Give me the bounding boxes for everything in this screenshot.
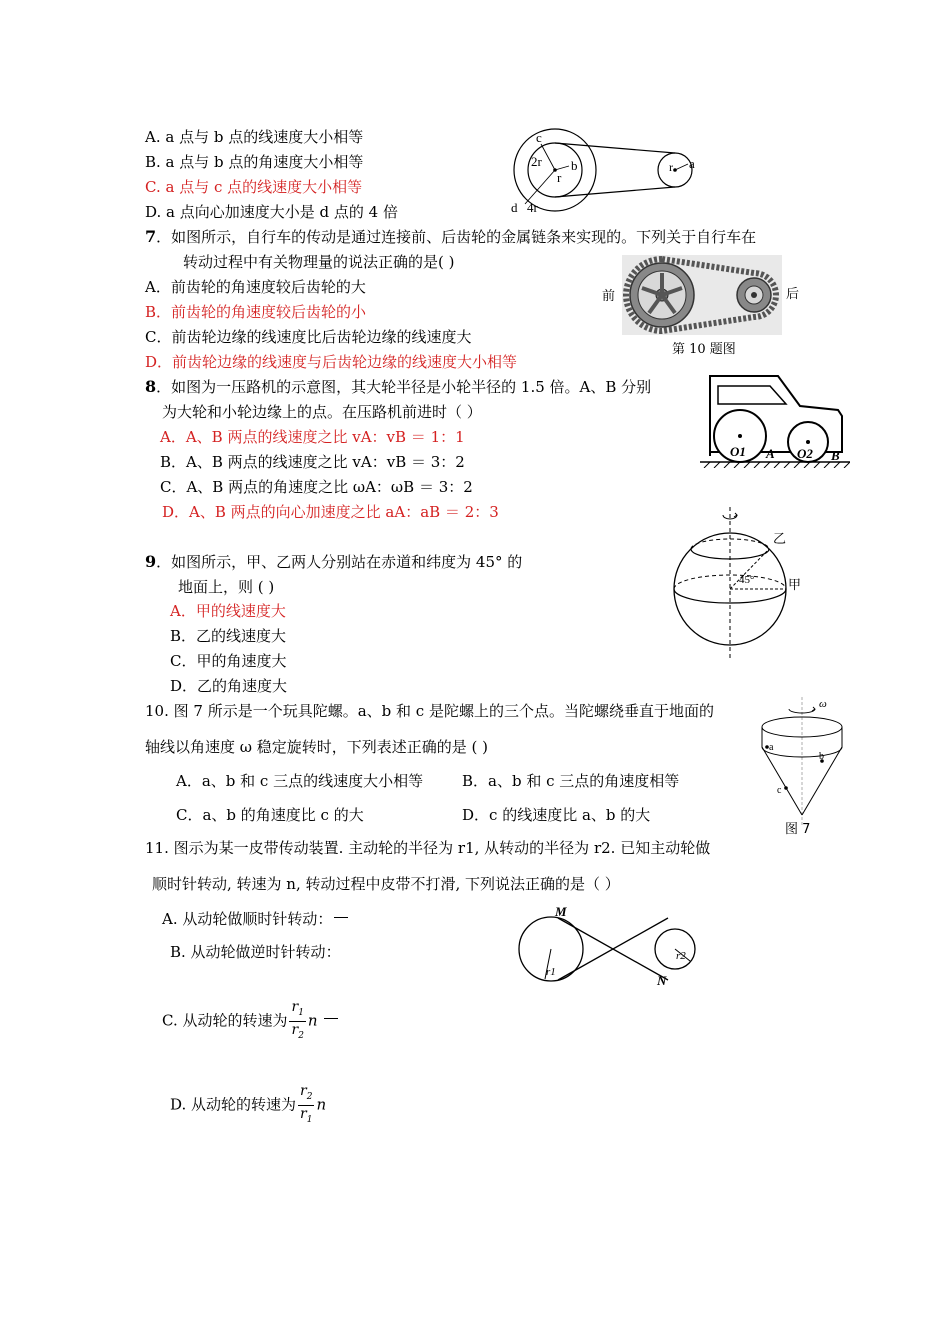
q9-option-c: C．甲的角速度大 xyxy=(170,652,287,670)
q6-option-a: A. a 点与 b 点的线速度大小相等 xyxy=(145,128,364,146)
q7-option-a: A．前齿轮的角速度较后齿轮的大 xyxy=(145,278,366,296)
q11-fig-label-r1: r1 xyxy=(546,966,556,978)
q9-fig-label-jia: 甲 xyxy=(788,578,802,593)
q9-number: 9 xyxy=(145,552,157,571)
q9-fig-label-yi: 乙 xyxy=(773,532,787,547)
q9-stem-line2: 地面上，则 ( ) xyxy=(178,578,275,596)
q8-option-b: B．A、B 两点的线速度之比 vA：vB ＝ 3：2 xyxy=(160,453,465,471)
q8-stem-line2: 为大轮和小轮边缘上的点。在压路机前进时（ ） xyxy=(162,403,482,421)
q6-fig-label-2r: 2r xyxy=(531,154,542,169)
q10-top-figure xyxy=(755,695,850,840)
q11-option-a: A. 从动轮做顺时针转动： xyxy=(162,909,348,929)
q7-option-c: C．前齿轮边缘的线速度比后齿轮边缘的线速度大 xyxy=(145,328,472,346)
q8-option-c: C．A、B 两点的角速度之比 ωA：ωB ＝ 3：2 xyxy=(160,478,473,496)
q10-fig-label-omega: ω xyxy=(819,698,827,710)
q11-stem-line1: 11. 图示为某一皮带传动装置. 主动轮的半径为 r1, 从转动的半径为 r2. 已知主动轮做 xyxy=(145,839,711,857)
q10-option-d: D．c 的线速度比 a、b 的大 xyxy=(462,806,651,824)
q7-option-d: D．前齿轮边缘的线速度与后齿轮边缘的线速度大小相等 xyxy=(145,353,518,371)
q8-fig-label-b: B xyxy=(831,448,840,463)
q9-option-d: D．乙的角速度大 xyxy=(170,677,288,695)
q6-option-c: C. a 点与 c 点的线速度大小相等 xyxy=(145,178,363,196)
q10-option-b: B．a、b 和 c 三点的角速度相等 xyxy=(462,772,680,790)
q6-option-d: D. a 点向心加速度大小是 d 点的 4 倍 xyxy=(145,203,398,221)
q11-blank-mark xyxy=(334,917,348,924)
q8-option-d: D．A、B 两点的向心加速度之比 aA：aB ＝ 2：3 xyxy=(162,503,499,521)
q11-belt-figure xyxy=(515,905,705,990)
q7-fig-front-label: 前 xyxy=(602,289,616,304)
q11-option-d-fraction: $\frac{r_2}{r_1}$ xyxy=(300,1083,313,1125)
q7-fig-caption: 第 10 题图 xyxy=(672,342,736,357)
q7-chain-figure xyxy=(622,255,782,335)
q11-option-c-text: C. 从动轮的转速为 xyxy=(162,1011,288,1030)
q8-fig-label-a: A xyxy=(766,446,775,461)
q11-option-c-fraction: $\frac{r_1}{r_2}$ xyxy=(291,999,304,1041)
q10-fig-label-b: b xyxy=(819,751,824,762)
q6-fig-label-4r: 4r xyxy=(527,200,538,215)
q9-fig-label-angle: 45° xyxy=(739,574,755,586)
q10-fig-caption: 图 7 xyxy=(785,822,811,837)
q9-stem-line1: ．如图所示，甲、乙两人分别站在赤道和纬度为 45° 的 xyxy=(156,553,523,571)
q8-stem xyxy=(145,377,651,397)
q10-option-a: A．a、b 和 c 三点的线速度大小相等 xyxy=(176,772,424,790)
q10-stem-line1: 10. 图 7 所示是一个玩具陀螺。a、b 和 c 是陀螺上的三个点。当陀螺绕垂直于地面的 xyxy=(145,702,714,720)
q7-number: 7 xyxy=(145,227,157,246)
q10-fig-label-a: a xyxy=(769,742,774,753)
q8-number: 8 xyxy=(145,377,157,396)
q10-stem-line2: 轴线以角速度 ω 稳定旋转时，下列表述正确的是 ( ) xyxy=(145,738,489,756)
q7-stem-line1: ．如图所示，自行车的传动是通过连接前、后齿轮的金属链条来实现的。下列关于自行车在 xyxy=(156,228,757,246)
q11-option-b: B. 从动轮做逆时针转动： xyxy=(170,943,341,961)
q7-stem xyxy=(145,227,756,247)
q6-pulley-figure xyxy=(505,128,705,218)
q9-option-a: A．甲的线速度大 xyxy=(170,602,286,620)
q6-fig-label-c: c xyxy=(536,130,542,145)
q9-stem xyxy=(145,552,522,572)
q11-fig-label-m: M xyxy=(555,905,567,919)
q11-fig-label-n: N xyxy=(657,973,667,988)
q7-option-b: B．前齿轮的角速度较后齿轮的小 xyxy=(145,303,367,321)
q6-option-b: B. a 点与 b 点的角速度大小相等 xyxy=(145,153,364,171)
q11-option-c: C. 从动轮的转速为 $\frac{r_1}{r_2}$ n xyxy=(162,999,338,1044)
q7-stem-line2: 转动过程中有关物理量的说法正确的是( ) xyxy=(183,253,455,271)
q6-fig-label-b: b xyxy=(571,158,578,173)
q11-option-b-text: B. 从动轮做逆时针转动 xyxy=(170,943,326,961)
q11-fig-label-r2: r2 xyxy=(676,950,686,962)
q8-option-a: A．A、B 两点的线速度之比 vA：vB ＝ 1：1 xyxy=(160,428,465,446)
q11-stem-line2: 顺时针转动, 转速为 n, 转动过程中皮带不打滑, 下列说法正确的是（ ） xyxy=(152,875,620,893)
q6-fig-label-a: a xyxy=(689,156,695,171)
q11-option-d-text: D. 从动轮的转速为 xyxy=(170,1095,297,1114)
q9-option-b: B．乙的线速度大 xyxy=(170,627,287,645)
q6-fig-label-d: d xyxy=(511,200,518,215)
q8-stem-line1: ．如图为一压路机的示意图，其大轮半径是小轮半径的 1.5 倍。A、B 分别 xyxy=(156,378,652,396)
q10-fig-label-c: c xyxy=(777,785,782,796)
q8-fig-label-o1: O1 xyxy=(730,444,746,459)
q9-globe-figure xyxy=(665,505,815,660)
q6-fig-label-small-r: r xyxy=(669,160,673,174)
q10-option-c: C．a、b 的角速度比 c 的大 xyxy=(176,806,364,824)
q7-fig-back-label: 后 xyxy=(786,287,800,302)
q11-option-d: D. 从动轮的转速为 $\frac{r_2}{r_1}$ n xyxy=(170,1083,326,1128)
q8-roller-figure xyxy=(700,370,850,468)
q8-fig-label-o2: O2 xyxy=(797,446,813,461)
q11-blank-mark-c xyxy=(324,1018,338,1025)
q11-option-a-text: A. 从动轮做顺时针转动 xyxy=(162,910,318,928)
q6-fig-label-r: r xyxy=(557,170,562,185)
